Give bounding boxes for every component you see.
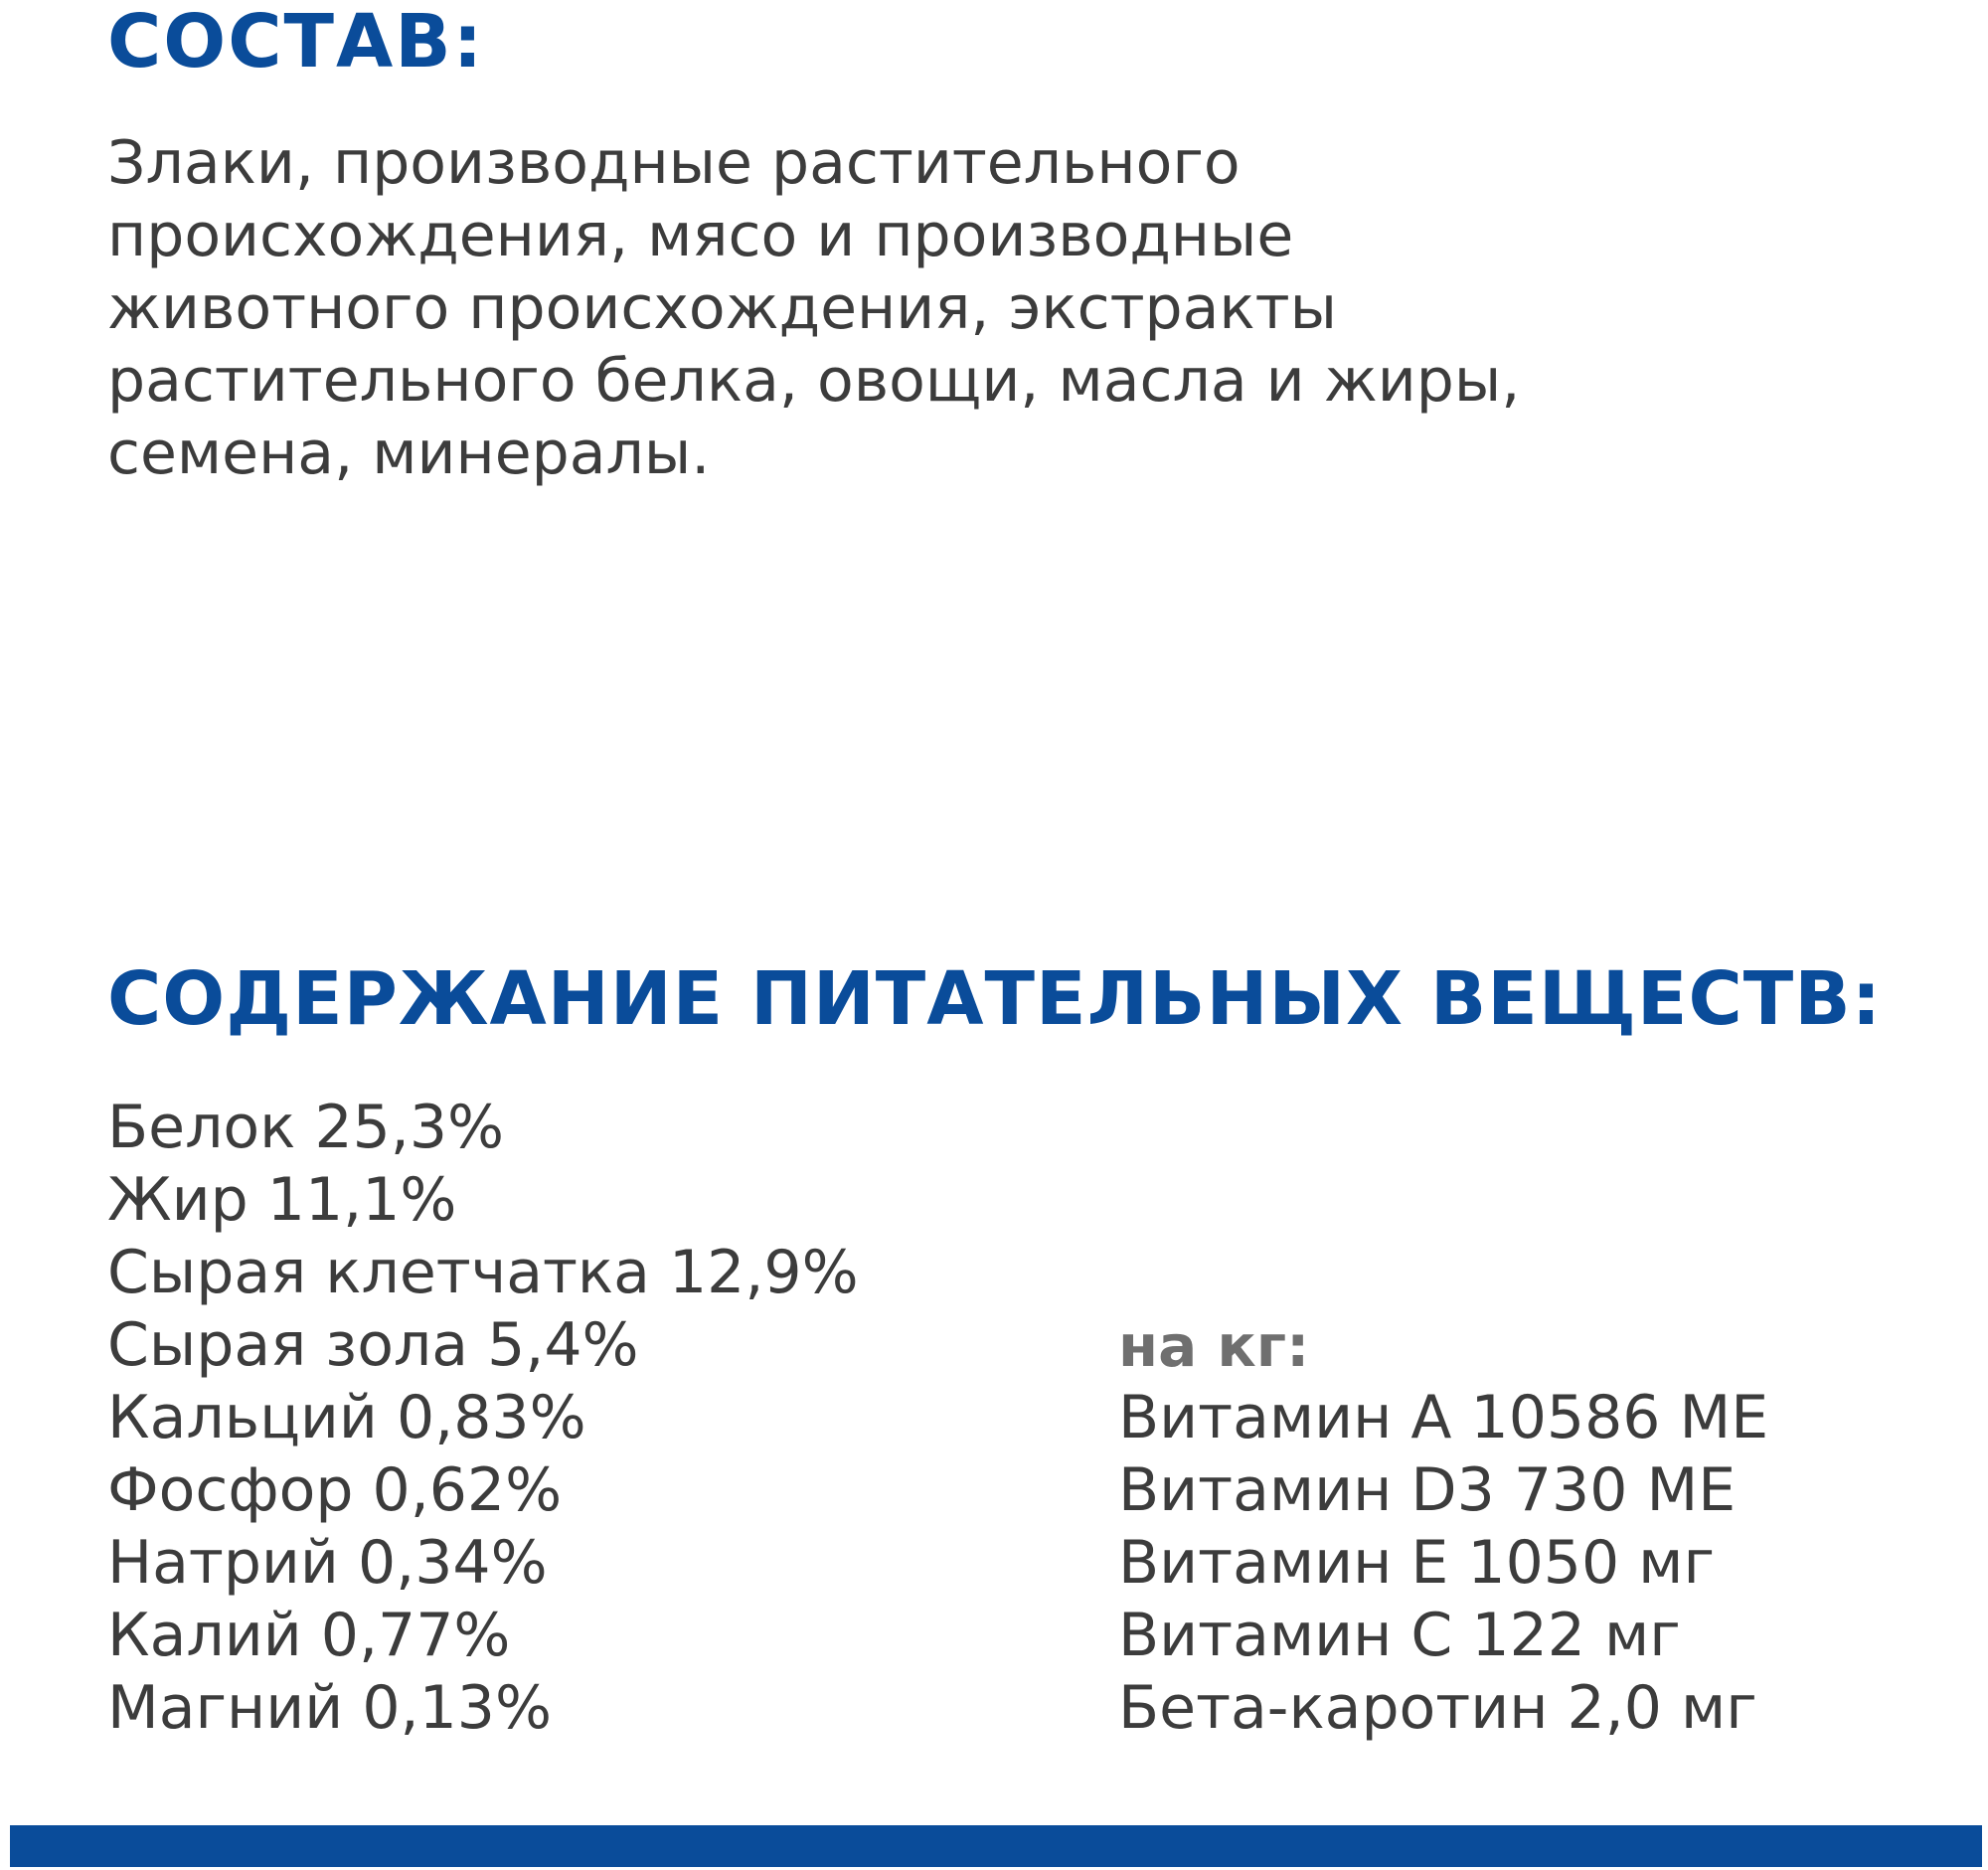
composition-line: животного происхождения, экстракты — [107, 273, 1337, 343]
nutrient-list — [107, 1092, 859, 1745]
nutrients-heading: СОДЕРЖАНИЕ ПИТАТЕЛЬНЫХ ВЕЩЕСТВ: — [107, 956, 1883, 1042]
vitamin-list — [1118, 1382, 1768, 1745]
composition-line: семена, минералы. — [107, 419, 711, 488]
composition-heading: СОСТАВ: — [107, 0, 485, 85]
nutrient-item: Жир 11,1% — [107, 1165, 457, 1235]
vitamin-item: Бета-каротин 2,0 мг — [1118, 1673, 1757, 1743]
bottom-accent-bar — [10, 1825, 1982, 1867]
nutrient-item: Кальций 0,83% — [107, 1383, 586, 1452]
nutrient-item: Натрий 0,34% — [107, 1528, 548, 1598]
nutrient-item: Сырая зола 5,4% — [107, 1310, 639, 1380]
nutrient-item: Калий 0,77% — [107, 1601, 511, 1670]
composition-line: Злаки, производные растительного — [107, 128, 1241, 198]
nutrient-item: Фосфор 0,62% — [107, 1455, 563, 1525]
composition-text — [107, 127, 1757, 490]
vitamin-item: Витамин С 122 мг — [1118, 1601, 1681, 1670]
nutrient-item: Белок 25,3% — [107, 1093, 505, 1162]
vitamin-item: Витамин D3 730 МЕ — [1118, 1455, 1737, 1525]
nutrient-item: Магний 0,13% — [107, 1673, 552, 1743]
vitamin-item: Витамин Е 1050 мг — [1118, 1528, 1715, 1598]
vitamin-item: Витамин А 10586 МЕ — [1118, 1383, 1769, 1452]
composition-line: происхождения, мясо и производные — [107, 201, 1294, 270]
per-kg-label: на кг: — [1118, 1312, 1310, 1380]
composition-line: растительного белка, овощи, масла и жиры, — [107, 346, 1521, 416]
nutrient-item: Сырая клетчатка 12,9% — [107, 1238, 859, 1307]
